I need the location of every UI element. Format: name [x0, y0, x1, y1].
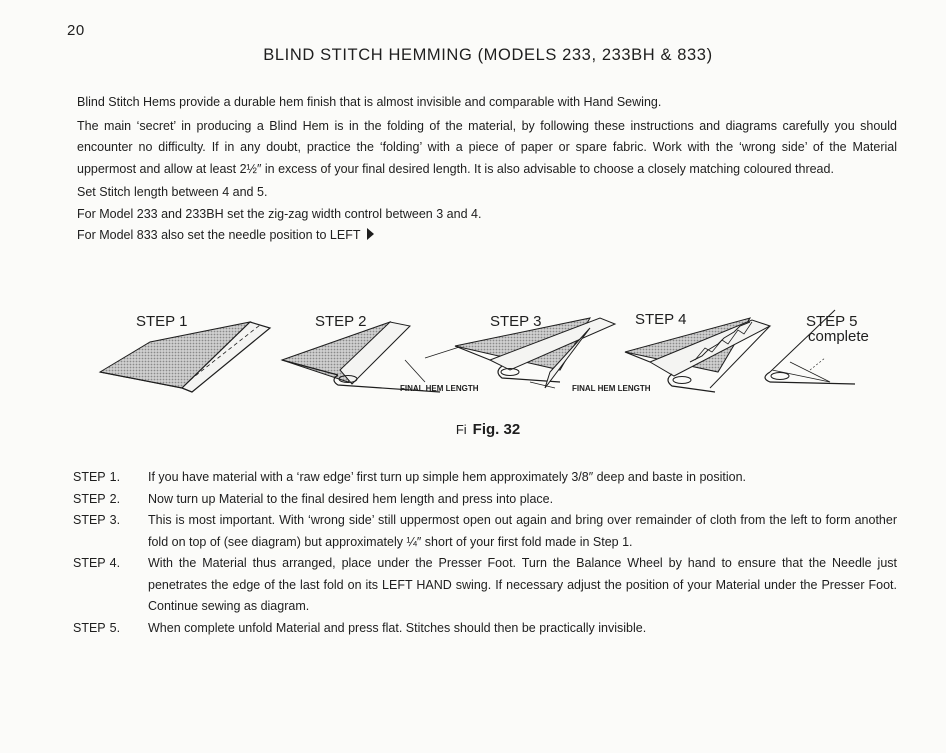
- step-item-1: [73, 467, 897, 489]
- step2-label: STEP 2: [315, 313, 367, 330]
- setting-stitch-length: Set Stitch length between 4 and 5.: [77, 185, 268, 199]
- step4-illustration: [625, 318, 770, 392]
- page-number: 20: [67, 22, 85, 39]
- step-word: STEP: [73, 470, 106, 484]
- intro-lead-paragraph: Blind Stitch Hems provide a durable hem finish that is almost invisible and comparable with Hand Sewing.: [77, 95, 662, 109]
- step-number: 1.: [109, 470, 121, 484]
- arrow-right-icon: [367, 228, 374, 240]
- setting-zigzag-width: For Model 233 and 233BH set the zig-zag width control between 3 and 4.: [77, 206, 482, 221]
- figure-prefix: Fi: [455, 422, 467, 437]
- step-item-5: [73, 618, 897, 640]
- step-word: STEP: [73, 620, 106, 635]
- final-hem-length-label-1: FINAL HEM LENGTH: [400, 384, 479, 393]
- step2-illustration: [282, 322, 475, 392]
- step-label: [73, 510, 148, 553]
- step-number: 3.: [109, 513, 121, 527]
- step5-label: STEP 5: [806, 313, 858, 330]
- step-label: [73, 467, 148, 489]
- step-word: STEP: [73, 556, 106, 570]
- final-hem-length-label-2: FINAL HEM LENGTH: [572, 384, 651, 393]
- step-text: With the Material thus arranged, place under the Presser Foot. Turn the Balance Wheel by hand to ensure that the Needle just penetrates the edge of the last fold on its LEFT HAND swing. If necessary adjust the position of your Material under the Presser Foot. Continue sewing as diagram.: [148, 556, 897, 613]
- step-number: 4.: [109, 556, 121, 570]
- step-number: 5.: [109, 620, 121, 635]
- step-item-2: [73, 489, 897, 511]
- steps-list: [73, 467, 897, 639]
- step1-label: STEP 1: [136, 313, 188, 330]
- step-number: 2.: [109, 491, 121, 506]
- step5-sublabel: complete: [808, 328, 869, 345]
- figure-number: Fig. 32: [472, 421, 521, 438]
- page-title: BLIND STITCH HEMMING (MODELS 233, 233BH & 833): [263, 46, 713, 64]
- step3-label: STEP 3: [490, 313, 542, 330]
- setting-needle-position-text: For Model 833 also set the needle position to LEFT: [77, 228, 361, 242]
- step1-illustration: [100, 322, 270, 392]
- step-text: When complete unfold Material and press flat. Stitches should then be practically invisible.: [148, 620, 647, 635]
- step-label: [73, 618, 148, 640]
- step-text: If you have material with a ‘raw edge’ first turn up simple hem approximately 3/8″ deep and baste in position.: [148, 470, 747, 484]
- setting-needle-position: [77, 225, 897, 247]
- step-word: STEP: [73, 491, 106, 506]
- intro-section: [77, 92, 897, 247]
- step-label: [73, 489, 148, 511]
- blind-hem-diagram: [90, 300, 890, 415]
- step-word: STEP: [73, 513, 106, 527]
- step-item-3: [73, 510, 897, 553]
- figure-caption: [0, 421, 946, 438]
- step-label: [73, 553, 148, 618]
- intro-main-paragraph: The main ‘secret’ in producing a Blind Hem is in the folding of the material, by following these instructions and diagrams carefully you should encounter no difficulty. If in any doubt, practice the ‘folding’ with a piece of paper or spare fabric. Work with the ‘wrong side’ of the Material uppermost and allow at least 2½″ in excess of your final desired length. It is also advisable to choose a closely matching coloured thread.: [77, 118, 897, 176]
- settings-list: [77, 182, 897, 247]
- step-text: This is most important. With ‘wrong side’ still uppermost open out again and bring over remainder of cloth from the left to form another fold on top of (see diagram) but approximately ¼″ short of your first fold made in Step 1.: [148, 513, 897, 549]
- step4-label: STEP 4: [635, 311, 687, 328]
- step-item-4: [73, 553, 897, 618]
- step-text: Now turn up Material to the final desired hem length and press into place.: [148, 491, 554, 506]
